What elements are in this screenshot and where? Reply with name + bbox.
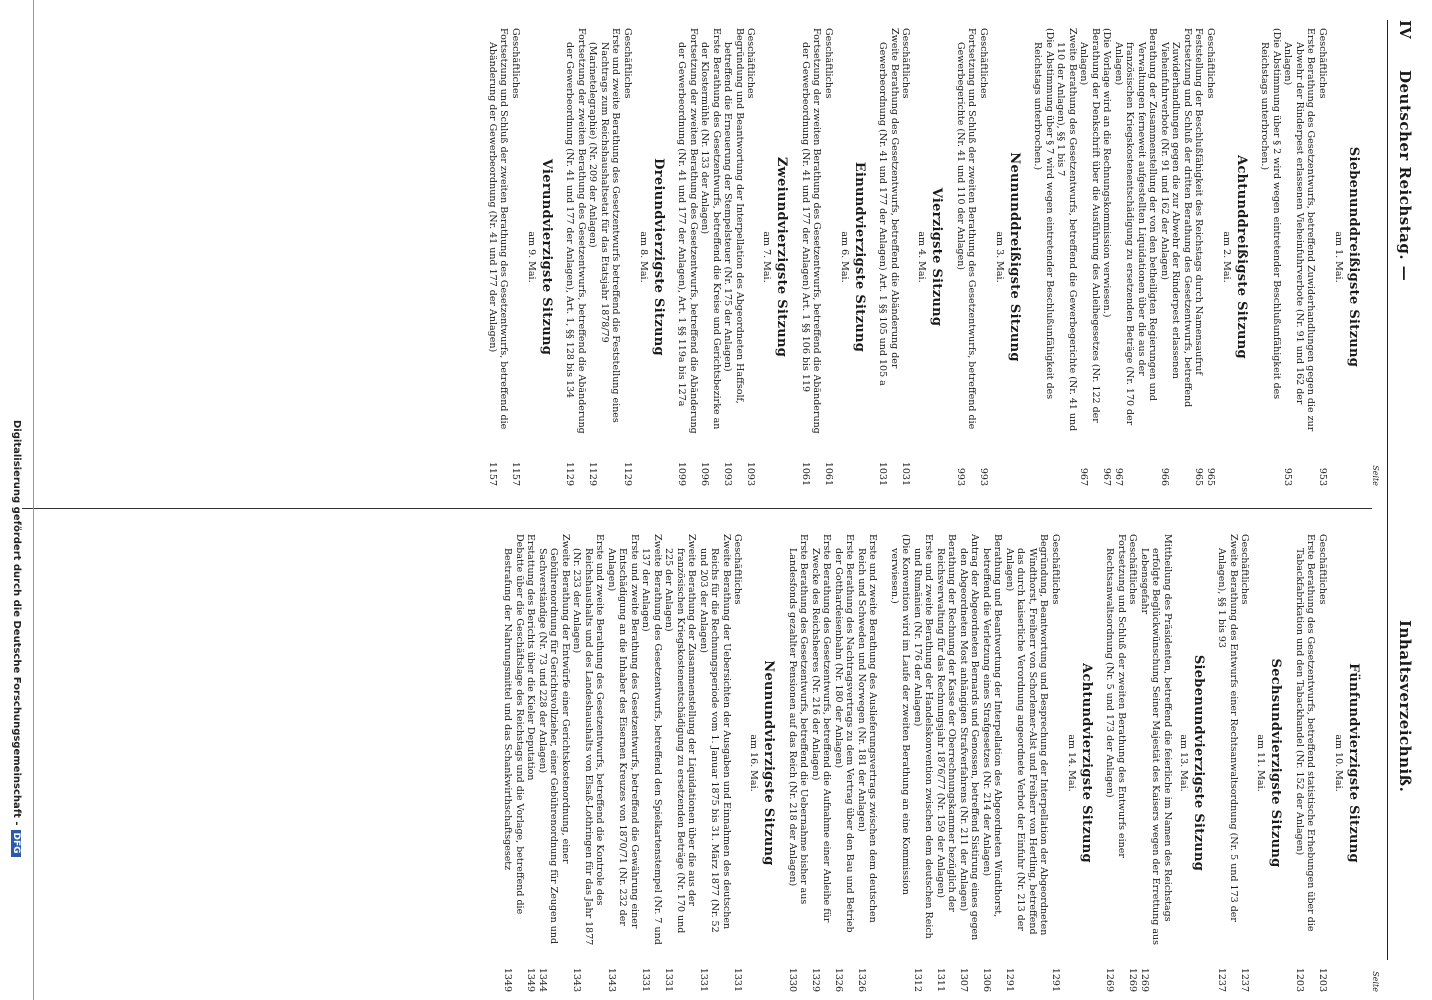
agenda-item-text: Erste und zweite Berathung des Gesetzentwurfs betreffend die Feststellung eines Nachtrags zum Reichshaushaltsetat für das Etatsjahr 1878/79 (Marinetelegraphie) (Nr. 209 der Anlagen) bbox=[587, 28, 622, 423]
session-date: am 7. Mai. bbox=[761, 231, 773, 283]
agenda-item bbox=[606, 534, 641, 992]
digitization-note bbox=[11, 420, 22, 857]
digitization-note-text: Digitalisierung gefördert durch die Deutsche Forschungsgemeinschaft - bbox=[11, 420, 22, 826]
session-block bbox=[1216, 534, 1284, 992]
page-reference: 1129 bbox=[622, 461, 633, 486]
agenda-item bbox=[571, 534, 606, 992]
page-reference: 1203 bbox=[1317, 967, 1328, 992]
agenda-item bbox=[981, 534, 1004, 992]
agenda-item-text: Geschäftliches bbox=[745, 28, 757, 99]
page-reference: 1096 bbox=[699, 461, 711, 486]
page-reference: 966 bbox=[1159, 467, 1170, 486]
agenda-item bbox=[877, 28, 900, 486]
agenda-item-text: Geschäftliches bbox=[1239, 534, 1251, 605]
page-reference: 1331 bbox=[640, 967, 652, 992]
agenda-item bbox=[1294, 534, 1317, 992]
session-block bbox=[1032, 28, 1249, 486]
session-title: Neununddreißigste Sitzung bbox=[1007, 152, 1022, 362]
session-title: Siebenundvierzigste Sitzung bbox=[1191, 654, 1206, 872]
agenda-item bbox=[732, 534, 744, 992]
agenda-item bbox=[1216, 534, 1239, 992]
agenda-item bbox=[487, 28, 510, 486]
page-reference: 1349 bbox=[502, 967, 514, 992]
agenda-item bbox=[1104, 534, 1127, 992]
page-reference: 1330 bbox=[787, 967, 798, 992]
page-reference: 967 bbox=[1078, 467, 1090, 486]
page-reference: 1307 bbox=[958, 967, 969, 992]
agenda-item bbox=[1113, 28, 1159, 486]
agenda-item bbox=[564, 28, 587, 486]
agenda-item bbox=[1127, 534, 1139, 992]
page-reference: 1331 bbox=[732, 967, 744, 992]
column-divider bbox=[22, 508, 1372, 509]
session-date: am 8. Mai. bbox=[638, 231, 649, 283]
agenda-item-text: Begründung, Beantwortung und Besprechung der Interpellation der Abgeordneten Windthorst, Freiherr von Schorlemer-Alst und Freiherr von Hertling, betreffend das durch kaiserliche Verordnung angeordnete Verbot der Einfuhr (Nr. 213 der Anlagen) bbox=[1004, 534, 1050, 936]
page-reference: 1331 bbox=[663, 967, 675, 992]
session-block bbox=[564, 28, 666, 486]
session-title: Einundvierzigste Sitzung bbox=[852, 161, 867, 353]
agenda-item bbox=[823, 28, 835, 486]
agenda-item bbox=[510, 28, 522, 486]
session-block bbox=[676, 28, 790, 486]
agenda-item-text: Geschäftliches bbox=[900, 28, 912, 99]
agenda-item-text: Fortsetzung und Schluß der zweiten Berathung des Entwurfs einer Rechtsanwaltsordnung (Nr. 5 und 173 der Anlagen) bbox=[1104, 534, 1127, 858]
agenda-item bbox=[1139, 534, 1174, 992]
page-reference: 1093 bbox=[722, 461, 734, 486]
agenda-item bbox=[800, 28, 823, 486]
agenda-item-text: Geschäftliches bbox=[510, 28, 521, 99]
agenda-item bbox=[1159, 28, 1194, 486]
left-column bbox=[477, 28, 1381, 486]
agenda-item-text: Geschäftliches bbox=[1317, 28, 1328, 99]
agenda-item bbox=[958, 534, 981, 992]
agenda-item-text: Zweite Berathung der Zusammenstellung der Liquidationen über die aus der französischen Kriegskostenentschädigung zu ersetzenden Beträge (Nr. 170 und 225 der Anlagen) bbox=[663, 534, 698, 934]
session-date: am 13. Mai. bbox=[1178, 734, 1189, 792]
session-block bbox=[1294, 534, 1362, 992]
session-block bbox=[487, 28, 555, 486]
page-reference: 1099 bbox=[676, 461, 688, 486]
page-reference: 1343 bbox=[606, 967, 617, 992]
page-reference: 993 bbox=[978, 467, 989, 486]
agenda-item-text: Erste Berathung des Gesetzentwurfs, betreffend statistische Erhebungen über die Tabackfabrikation und den Tabackhandel (Nr. 152 der Anlagen) bbox=[1294, 534, 1317, 932]
page-reference: 1269 bbox=[1127, 967, 1139, 992]
page-reference: 1061 bbox=[823, 461, 834, 486]
page-reference: 1269 bbox=[1139, 967, 1150, 992]
session-title: Vierzigste Sitzung bbox=[929, 187, 945, 327]
scan-edge bbox=[33, 0, 34, 1000]
header-rule bbox=[1387, 20, 1388, 960]
session-date: am 4. Mai. bbox=[916, 231, 928, 283]
agenda-item-text: Zweite Berathung der Entwürfe einer Gerichtskostenordnung, einer Gebührenordnung für Gerichtsvollzieher, einer Gebührenordnung für Zeugen und Sachverständige (Nr. 73 und 228 der Anlagen) bbox=[537, 534, 571, 945]
agenda-item bbox=[912, 534, 935, 992]
agenda-item-text: Begründung und Beantwortung der Interpellation des Abgeordneten Haffsolf, betreffend die Erneuerung der Stempelsteuer (Nr. 175 der Anlagen) bbox=[722, 28, 745, 404]
session-date: am 14. Mai. bbox=[1066, 734, 1077, 792]
agenda-item-text: Erste Berathung des Gesetzentwurfs, betreffend die Kreise und Gerichtsbezirke an der Klostermühle (Nr. 133 der Anlagen) bbox=[699, 28, 722, 430]
agenda-item-text: Fortsetzung und Schluß der zweiten Berathung des Gesetzentwurfs, betreffend die Gewerbegerichte (Nr. 41 und 110 der Anlagen) bbox=[955, 28, 978, 430]
agenda-item bbox=[1032, 28, 1055, 486]
agenda-item-text: Berathung der Rechnung der Kasse der Oberrechnungskammer bezüglich der Reichsverwaltung für das Rechnungsjahr 1876/77 (Nr. 159 der Anlagen) bbox=[935, 534, 958, 912]
page-reference: 1061 bbox=[800, 461, 811, 486]
agenda-item-text: Zweite Berathung des Gesetzentwurfs, betreffend die Abänderung der Gewerbeordnung (Nr. 41 und 177 der Anlagen) Art. 1 §§ 105 und 105 a bbox=[877, 28, 900, 386]
agenda-item-text: Fortsetzung der zweiten Berathung des Gesetzentwurfs, betreffend die Abänderung der Gewerbeordnung (Nr. 41 und 177 der Anlagen), Art. 1 §§ 119a bis 127a bbox=[676, 28, 699, 434]
agenda-item bbox=[722, 28, 745, 486]
agenda-item bbox=[537, 534, 572, 992]
page-reference: 1291 bbox=[1004, 967, 1015, 992]
session-date: am 3. Mai. bbox=[994, 231, 1005, 283]
page-reference: 1031 bbox=[900, 461, 912, 486]
agenda-item bbox=[833, 534, 856, 992]
agenda-item-text: Erstattung des Berichts über die Kieler Deputation bbox=[525, 534, 537, 781]
page-reference: 953 bbox=[1317, 467, 1328, 486]
agenda-item-text: Geschäftliches bbox=[978, 28, 989, 99]
agenda-item bbox=[622, 28, 634, 486]
session-date: am 10. Mai. bbox=[1333, 734, 1344, 792]
session-block bbox=[502, 534, 777, 992]
agenda-item bbox=[676, 28, 699, 486]
session-block bbox=[800, 28, 868, 486]
page-reference: 953 bbox=[1282, 467, 1294, 486]
agenda-item-text: Erste und zweite Berathung des Gesetzentwurfs, betreffend die Kontrole des Reichshaushalts und des Landeshaushalts von Elsaß-Lothringen für das Jahr 1877 (Nr. 233 der Anlagen) bbox=[571, 534, 606, 946]
agenda-item-text: Berathung der Zusammenstellung der von den betheiligten Regierungen und Verwaltungen ferneweit aufgestellten Liquidationen über die aus der französischen Kriegskostenentschädigung zu ersetzenden Beträge (Nr. 170 der Anlagen) bbox=[1113, 28, 1159, 426]
agenda-item-text: (Die Vorlage wird an die Rechnungskommission verwiesen.) bbox=[1101, 28, 1113, 318]
page-reference: 1157 bbox=[487, 461, 498, 486]
right-column bbox=[492, 534, 1380, 992]
session-title: Fünfundvierzigste Sitzung bbox=[1346, 663, 1361, 863]
agenda-item-text: Geschäftliches bbox=[622, 28, 633, 99]
page-reference: 1093 bbox=[745, 461, 757, 486]
agenda-item bbox=[1050, 534, 1062, 992]
agenda-item bbox=[810, 534, 833, 992]
session-block bbox=[787, 534, 879, 992]
page-reference: 1312 bbox=[912, 967, 923, 992]
page-reference: 1129 bbox=[564, 461, 576, 486]
agenda-item-text: Geschäftliches bbox=[1317, 534, 1328, 605]
page-reference: 1329 bbox=[810, 967, 821, 992]
agenda-item bbox=[787, 534, 810, 992]
page-reference: 1311 bbox=[935, 967, 946, 992]
session-title: Dreiundvierzigste Sitzung bbox=[651, 158, 666, 356]
agenda-item bbox=[663, 534, 698, 992]
session-date: am 16. Mai. bbox=[748, 734, 760, 792]
page-reference: 1326 bbox=[856, 967, 867, 992]
page-reference: 967 bbox=[1101, 467, 1113, 486]
page-reference: 1203 bbox=[1294, 967, 1305, 992]
session-block bbox=[877, 28, 945, 486]
agenda-item-text: Fortsetzung und Schluß der dritten Berathung des Gesetzentwurfs, betreffend Zuwiderhandlungen gegen die zur Abwehr der Rinderpest erlassenen Vieheinfuhrverbote (Nr. 91 und 162 der Anlagen) bbox=[1159, 28, 1193, 408]
page-reference: 967 bbox=[1113, 467, 1124, 486]
page-reference: 1344 bbox=[537, 967, 548, 992]
page-number: IV bbox=[1396, 20, 1414, 39]
agenda-item bbox=[1282, 28, 1317, 486]
page-reference: 965 bbox=[1193, 467, 1205, 486]
page-reference: 1326 bbox=[833, 967, 844, 992]
agenda-item bbox=[1239, 534, 1251, 992]
agenda-item-text: Erste und zweite Berathung der Handelskonvention zwischen dem deutschen Reich und Rumänien (Nr. 176 der Anlagen) bbox=[912, 534, 935, 939]
session-title: Siebenunddreißigste Sitzung bbox=[1346, 146, 1361, 368]
agenda-item-text: Geschäftliches bbox=[1205, 28, 1216, 99]
agenda-item bbox=[1317, 28, 1329, 486]
page-reference: 1343 bbox=[571, 967, 583, 992]
agenda-item bbox=[525, 534, 537, 992]
session-date: am 2. Mai. bbox=[1221, 231, 1232, 283]
page-reference: 1349 bbox=[525, 967, 537, 992]
agenda-item bbox=[1259, 28, 1282, 486]
page-reference: 1269 bbox=[1104, 967, 1116, 992]
agenda-item-text: Zweite Berathung des Gesetzentwurfs, betreffend den Spielkartenstempel (Nr. 7 und 137 der Anlagen) bbox=[640, 534, 663, 945]
page-reference: 1157 bbox=[510, 461, 521, 486]
agenda-item bbox=[587, 28, 622, 486]
right-session-list bbox=[502, 534, 1361, 992]
agenda-item bbox=[502, 534, 525, 992]
page-reference: 1237 bbox=[1239, 967, 1251, 992]
agenda-item bbox=[900, 28, 912, 486]
page-reference: 965 bbox=[1205, 467, 1216, 486]
agenda-item-text: Antrag der Abgeordneten Bernards und Genossen, betreffend Sistirung eines gegen den Abgeordneten Most anhängigen Strafverfahrens (Nr. 211 der Anlagen) bbox=[958, 534, 981, 941]
page-reference: 1306 bbox=[981, 967, 992, 992]
agenda-item bbox=[1055, 28, 1078, 486]
session-title: Zweiundvierzigste Sitzung bbox=[774, 156, 790, 358]
agenda-item bbox=[699, 28, 722, 486]
agenda-item-text: Fortsetzung der zweiten Berathung des Gesetzentwurfs, betreffend die Abänderung der Gewerbeordnung (Nr. 41 und 177 der Anlagen), Art. 1, §§ 128 bis 134 bbox=[564, 28, 587, 434]
session-date: am 9. Mai. bbox=[526, 231, 537, 283]
session-title: Achtunddreißigste Sitzung bbox=[1234, 155, 1249, 359]
agenda-item-text: Zweite Berathung des Entwurfs einer Rechtsanwaltsordnung (Nr. 5 und 173 der Anlagen), §§ 1 bis 93 bbox=[1216, 534, 1239, 922]
agenda-item-text: Fortsetzung der zweiten Berathung des Gesetzentwurfs, betreffend die Abänderung der Gewerbeordnung (Nr. 41 und 177 der Anlagen) Art. 1 §§ 106 bis 119 bbox=[800, 28, 823, 434]
agenda-item-text: Fortsetzung und Schluß der zweiten Berathung des Gesetzentwurfs, betreffend die Abänderung der Gewerbeordnung (Nr. 41 und 177 der Anlagen) bbox=[487, 28, 510, 430]
agenda-item bbox=[955, 28, 978, 486]
seite-label: Seite bbox=[1371, 465, 1380, 486]
agenda-item-text: Erste Berathung des Nachtragsvertrags zu dem Vertrag über den Bau und Betrieb der Gotthardeisenbahn (Nr. 180 der Anlagen) bbox=[833, 534, 856, 933]
left-session-list bbox=[487, 28, 1362, 486]
page-reference: 1129 bbox=[587, 461, 599, 486]
agenda-item-text: Geschäftliches bbox=[1050, 534, 1061, 605]
agenda-item-text: (Die Abstimmung über § 7 wird wegen eintretender Beschlußunfähigkeit des Reichstags unterbrochen.) bbox=[1032, 28, 1055, 400]
agenda-item-text: Geschäftliches bbox=[823, 28, 834, 99]
session-title: Sechsundvierzigste Sitzung bbox=[1268, 658, 1284, 868]
agenda-item-text: Berathung der Denkschrift über die Ausführung des Anleihegesetzes (Nr. 122 der Anlagen) bbox=[1078, 28, 1101, 423]
agenda-item bbox=[1205, 28, 1217, 486]
agenda-item bbox=[889, 534, 912, 992]
page-subtitle: Inhaltsverzeichniß. bbox=[1396, 620, 1414, 793]
agenda-item bbox=[1317, 534, 1329, 992]
agenda-item-text: Mittheilung des Präsidenten, betreffend die feierliche im Namen des Reichstags erfolgte Beglückwünschung Seiner Majestät des Kaisers wegen der Errettung aus Lebensgefahr bbox=[1139, 534, 1173, 946]
agenda-item bbox=[698, 534, 733, 992]
agenda-item bbox=[856, 534, 879, 992]
agenda-item bbox=[640, 534, 663, 992]
agenda-item-text: Erste Berathung des Gesetzentwurfs, betreffend Zuwiderhandlungen gegen die zur Abwehr der Rinderpest erlassenen Vieheinfuhrverbote (Nr. 91 und 162 der Anlagen) bbox=[1282, 28, 1317, 432]
session-block bbox=[955, 28, 1023, 486]
agenda-item-text: Geschäftliches bbox=[732, 534, 744, 605]
agenda-item-text: (Die Konvention wird im Laufe der zweiten Berathung an eine Kommission verwiesen.) bbox=[889, 534, 912, 895]
session-block bbox=[1104, 534, 1206, 992]
page-reference: 993 bbox=[955, 467, 966, 486]
agenda-item-text: Zweite Berathung des Gesetzentwurfs, betreffend die Gewerbegerichte (Nr. 41 und 110 der Anlagen), §§ 1 bis 7 bbox=[1055, 28, 1078, 432]
session-date: am 1. Mai. bbox=[1333, 231, 1344, 283]
session-block bbox=[1259, 28, 1361, 486]
agenda-item-text: Erste und zweite Berathung des Gesetzentwurfs, betreffend die Gewährung einer Entschädigung an die Inhaber des Eisernen Kreuzes von 1870/71 (Nr. 232 der Anlagen) bbox=[606, 534, 640, 929]
agenda-item bbox=[1193, 28, 1205, 486]
agenda-item bbox=[978, 28, 990, 486]
page-reference: 1291 bbox=[1050, 967, 1061, 992]
page-reference: 1331 bbox=[698, 967, 709, 992]
agenda-item-text: Geschäftliches bbox=[1127, 534, 1139, 605]
agenda-item bbox=[1078, 28, 1101, 486]
session-title: Vierundvierzigste Sitzung bbox=[539, 158, 554, 356]
agenda-item-text: Feststellung der Beschlußfähigkeit des Reichstags durch Namensaufruf bbox=[1193, 28, 1205, 375]
agenda-item-text: Erste und zweite Berathung des Auslieferungsvertrags zwischen dem deutschen Reich und Schweden und Norwegen (Nr. 181 der Anlagen) bbox=[856, 534, 879, 923]
session-title: Achtundvierzigste Sitzung bbox=[1079, 663, 1094, 863]
agenda-item bbox=[935, 534, 958, 992]
session-title: Neunundvierzigste Sitzung bbox=[761, 660, 777, 866]
agenda-item-text: Berathung und Beantwortung der Interpellation des Abgeordneten Windthorst, betreffend die Verletzung eines Strafgesetzes (Nr. 214 der Anlagen) bbox=[981, 534, 1004, 918]
agenda-item bbox=[745, 28, 757, 486]
agenda-item-text: Erste Berathung des Gesetzentwurfs, betreffend die Aufnahme einer Anleihe für Zwecke des Reichsheeres (Nr. 216 der Anlagen) bbox=[810, 534, 833, 923]
dfg-logo: DFG bbox=[11, 830, 21, 857]
page-reference: 1031 bbox=[877, 461, 889, 486]
session-date: am 11. Mai. bbox=[1255, 734, 1267, 792]
agenda-item-text: Debatte über die Geschäftslage des Reichstags und die Vorlage, betreffend die Bestrafung der Nahrungsmittel und das Schankwirthschaftsgesetz bbox=[502, 534, 525, 915]
session-date: am 6. Mai. bbox=[839, 231, 850, 283]
page-reference: 1237 bbox=[1216, 967, 1228, 992]
agenda-item-text: (Die Abstimmung über § 2 wird wegen eintretender Beschlußunfähigkeit des Reichstags unterbrochen.) bbox=[1259, 28, 1282, 400]
agenda-item bbox=[1101, 28, 1113, 486]
session-block bbox=[889, 534, 1095, 992]
seite-label: Seite bbox=[1371, 971, 1380, 992]
page-title: Deutscher Reichstag. — bbox=[1396, 70, 1414, 282]
agenda-item-text: Erste Berathung des Gesetzentwurfs, betreffend die Uebernahme bisher aus Landesfonds gezahlter Pensionen auf das Reich (Nr. 218 der Anlagen) bbox=[787, 534, 810, 905]
agenda-item-text: Zweite Berathung der Uebersichten der Ausgaben und Einnahmen des deutschen Reichs für die Rechnungsperiode vom 1. Januar 1875 bis 31. März 1877 (Nr. 52 und 203 der Anlagen) bbox=[698, 534, 732, 933]
agenda-item bbox=[1004, 534, 1050, 992]
